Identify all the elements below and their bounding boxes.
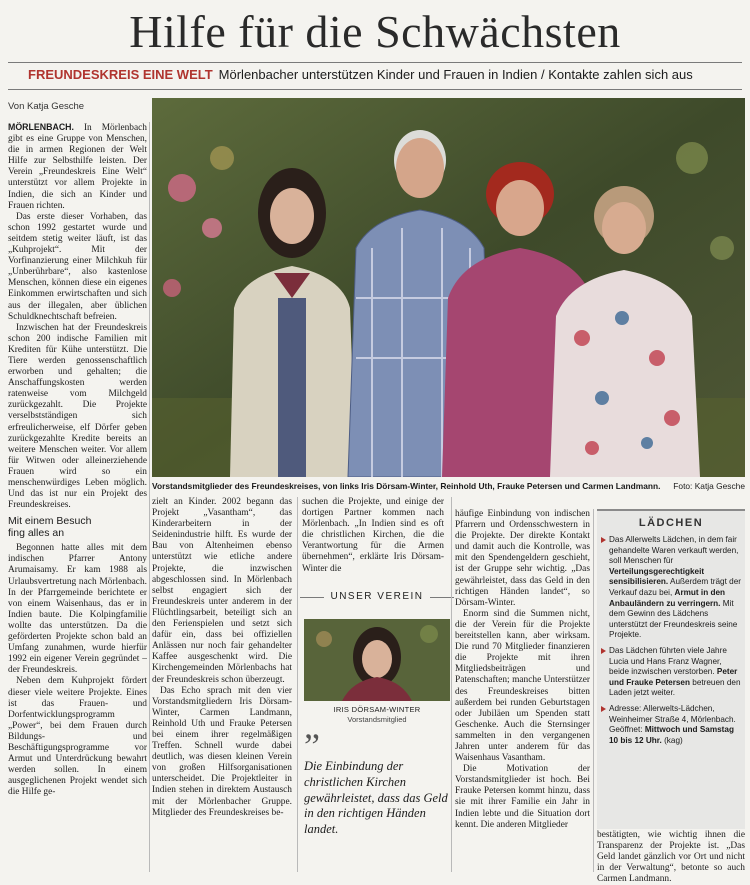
paragraph: Neben dem Kuhprojekt fördert dieser viele weitere Projekte. Eines ist das Frauen- und Dorfentwicklungsprogramm „Power“, bei dem Frauen durch Bildungs- und Beschäftigungsprogramme vor Armut und Unterdrückung bewahrt werden sollen. In einem ausgeglichenen Projekt wendet sich die Hilfe ge-	[8, 676, 147, 798]
column-separator	[451, 497, 452, 872]
info-item	[601, 646, 741, 699]
paragraph: Enorm sind die Summen nicht, die der Verein für die Projekte bereitstellen kann, aber wirksam. Die rund 70 Mitglieder finanzieren die Projekte mit ihren Mitgliedsbeiträgen und Patenschaften; manche Unterstützer des Freundeskreises bitten außerdem bei runden Geburtstagen oder Jubiläen um Spenden statt Geschenke. Auch die Sternsinger sammelten in den vergangenen Jahren unter anderem für das Waisenhaus Vasantham.	[455, 608, 590, 764]
paragraph: Das Echo sprach mit den vier Vorstandsmitgliedern Iris Dörsam-Winter, Carmen Landmann, Reinhold Uth und Frauke Petersen bei einem ihrer regelmäßigen Treffen. Schnell wurde dabei deutlich, was diesen kleinen Verein von großen Hilfsorganisationen unterscheidet. Die Projektleiter in Indien stehen in direktem Austausch mit der Mörlenbacher Gruppe. Mitglieder des Freundeskreises be-	[152, 685, 292, 818]
pull-quote: Die Einbindung der christlichen Kirchen gewährleistet, dass das Geld in den richtigen Händen landet.	[304, 759, 448, 837]
paragraph	[8, 122, 147, 212]
byline: Von Katja Gesche	[8, 101, 85, 112]
paragraph: Das erste dieser Vorhaben, das schon 1992 gestartet wurde und seitdem stetig weiter läuft, ist das „Kuhprojekt“. Mit der Vorfinanzierung einer Milchkuh für „Unberührbare“, also kastenlose Menschen, können diese ein eigenes Einkommen erwirtschaften und sich aus der illegalen, aber üblichen Schuldknechtschaft befreien.	[8, 211, 147, 322]
subheadline: Mörlenbacher unterstützen Kinder und Frauen in Indien / Kontakte zahlen sich aus	[218, 67, 693, 82]
info-item	[601, 535, 741, 641]
column-4	[455, 509, 590, 831]
kicker-row	[28, 66, 738, 84]
quote-mark: ”	[304, 726, 320, 766]
paragraph: Die Motivation der Vorstandsmitglieder ist hoch. Bei Frauke Petersen kommt hinzu, dass sie mit ihrer Familie ein Jahr in Indien lebte und die Situation dort kennt. Die anderen Mitglieder	[455, 764, 590, 830]
column-1	[8, 122, 147, 798]
group-photo-image	[152, 98, 745, 477]
column-separator	[297, 497, 298, 872]
headline: Hilfe für die Schwächsten	[129, 6, 621, 57]
info-item	[601, 704, 741, 746]
info-text: betreuen den Laden jetzt weiter.	[609, 677, 741, 698]
column-2	[152, 497, 292, 819]
info-text: Das Allerwelts Lädchen, in dem fair gehandelte Waren verkauft werden, soll Menschen für	[609, 535, 739, 566]
info-box-title: LÄDCHEN	[638, 517, 704, 529]
bullet-triangle-icon	[601, 706, 606, 712]
paragraph: zielt an Kinder. 2002 begann das Projekt „Vasantham“, das Kinderarbeitern in der Seidenindustrie hilft. Es wurde der Bau von Altenheimen ebenso unterstützt wie etliche andere Projekte, die inzwischen abgeschlossen sind. In Mörlenbach selbst engagiert sich der Freundeskreis unter anderem in der Flüchtlingsarbeit, beteiligt sich an den Ferienspielen und setzt sich dafür ein, dass bei offiziellen Anlässen nur noch fair gehandelter Kaffee ausgeschenkt wird. Die Kirchengemeinden Mörlenbachs hat der Freundeskreis schon überzeugt.	[152, 497, 292, 685]
portrait-image	[304, 619, 450, 701]
headline-rule	[8, 62, 742, 63]
paragraph: suchen die Projekte, und einige der dortigen Partner kommen nach Mörlenbach. „In Indien sind es oft die christlichen Kirchen, die die Verantwortung für die Armen übernehmen“, erklärte Iris Dörsam-Winter die	[302, 497, 444, 574]
photo-caption	[152, 481, 745, 492]
info-text-bold: Mittwoch und Samstag 10 bis 12 Uhr.	[609, 725, 734, 745]
portrait-name: IRIS DÖRSAM-WINTER	[333, 705, 421, 714]
info-text-bold: Verteilungsgerechtigkeit sensibilisieren.	[609, 566, 705, 587]
paragraph-text: In Mörlenbach gibt es eine Gruppe von Menschen, die in armen Regionen der Welt Hilfe zur Selbsthilfe leisten. Der Verein „Freundeskreis Eine Welt“ unterstützt vor allem Projekte in Indien, die sich an Kinder und Frauen richten.	[8, 123, 147, 211]
portrait-role: Vorstandsmitglied	[347, 715, 407, 724]
info-box	[597, 509, 745, 829]
kicker: FREUNDESKREIS EINE WELT	[28, 67, 213, 82]
info-text-bold: Armut in den Anbauländern zu verringern.	[609, 587, 726, 608]
info-text: Das Lädchen führten viele Jahre Lucia und Hans Franz Wagner, beide inzwischen verstorben.	[609, 645, 727, 677]
info-text: Adresse: Allerwelts-Lädchen, Weinheimer Straße 4, Mörlenbach. Geöffnet:	[609, 703, 736, 735]
portrait-photo	[304, 619, 450, 701]
paragraph: Begonnen hatte alles mit dem indischen Pfarrer Antony Arumaisamy. Er kam 1988 als Urlaubsvertretung nach Mörlenbach. In der Pfarrgemeinde berichtete er von einem Waisenhaus, das er in Indien baute. Die Kolpingfamilie wollte das unterstützen. Da die geförderten Projekte schon bald an Umfang zunahmen, wurde hierfür 1992 ein eigener Verein gegründet – der Freundeskreis.	[8, 543, 147, 676]
paragraph: Inzwischen hat der Freundeskreis schon 200 indische Familien mit Krediten für Kühe unterstützt. Die Tiere werden genossenschaftlich erworben und gehalten; die Anschaffungskosten werden ratenweise vom Milchgeld zurückgezahlt. Die Projekte verselbstständigen sich erfreulicherweise, elf Dörfer geben zurückgezahlte Kredite bereits an weitere Menschen weiter. Vor allem für Witwen oder alleinerziehende Frauen wird so ein menschenwürdiges Leben möglich. Und das ist nur ein Projekt des Freundeskreises.	[8, 322, 147, 511]
dateline: MÖRLENBACH.	[8, 122, 74, 132]
column-separator	[593, 509, 594, 872]
caption-text: Vorstandsmitglieder des Freundeskreises, von links Iris Dörsam-Winter, Reinhold Uth, Frauke Petersen und Carmen Landmann.	[152, 481, 661, 491]
photo-credit: Foto: Katja Gesche	[673, 481, 745, 491]
crosshead	[8, 515, 147, 539]
info-text-bold: Peter und Frauke Petersen	[609, 667, 738, 687]
subhead-rule	[8, 89, 742, 90]
column-separator	[149, 122, 150, 872]
bullet-triangle-icon	[601, 537, 606, 543]
column-3	[302, 497, 444, 575]
bullet-triangle-icon	[601, 648, 606, 654]
group-photo	[152, 98, 745, 477]
crosshead-line: Mit einem Besuch	[8, 515, 92, 528]
column-5	[597, 830, 745, 885]
quote-box	[300, 591, 454, 871]
info-text: Mit dem Gewinn des Lädchens unterstützt der Freundeskreis seine Projekte.	[609, 598, 738, 640]
box-title: UNSER VEREIN	[324, 591, 430, 602]
info-text: (kag)	[661, 735, 683, 745]
paragraph: bestätigten, wie wichtig ihnen die Transparenz der Projekte ist. „Das Geld landet gänzlich vor Ort und nicht in der Verwaltung“, betonte so auch Carmen Landmann.	[597, 830, 745, 885]
paragraph: häufige Einbindung von indischen Pfarrern und Ordensschwestern in die Projekte. Der direkte Kontakt und damit auch die Kontrolle, was mit den Spendengeldern geschieht, ist der Gruppe sehr wichtig. „Das gewährleistet, dass das Geld in den richtigen Händen landet“, so Dörsam-Winter.	[455, 509, 590, 608]
info-text: Außerdem trägt der Verkauf dazu bei,	[609, 577, 741, 597]
crosshead-line: fing alles an	[8, 527, 65, 540]
